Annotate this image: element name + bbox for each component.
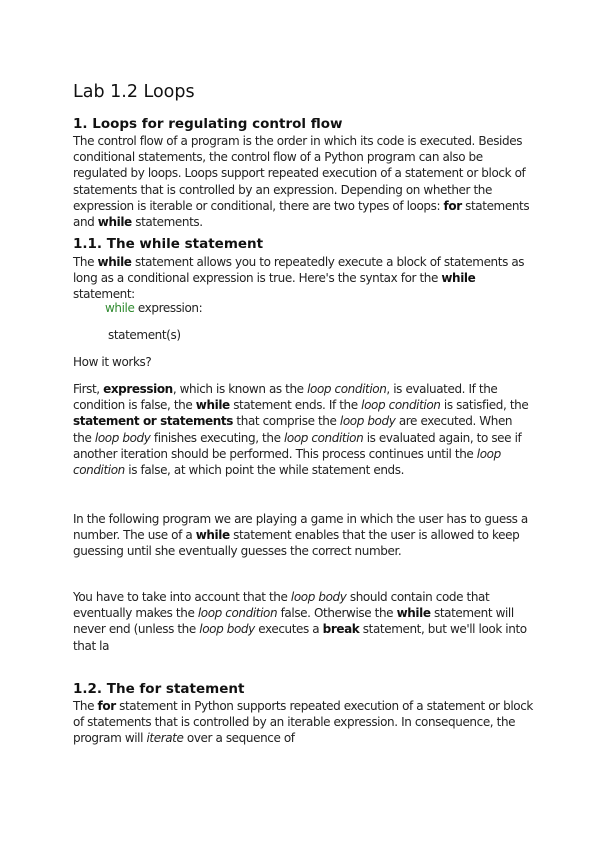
code-syntax-line1: while expression: [105, 301, 203, 315]
keyword-for: for [443, 198, 462, 213]
code-keyword-while: while [105, 301, 135, 315]
paragraph-how-it-works: How it works? [73, 355, 152, 369]
paragraph-guess-game: In the following program we are playing a game in which the user has to guess a number. The use of a while statement enables that the user is allowed to keep guessing until she eventually guesses the correct number. [73, 512, 528, 559]
page-title: Lab 1.2 Loops [73, 82, 195, 102]
code-syntax-line2: statement(s) [108, 328, 181, 342]
section-heading-loops: 1. Loops for regulating control flow [73, 116, 343, 132]
paragraph-while-explanation: First, expression, which is known as the loop condition, is evaluated. If the condition is false, the while statement ends. If the loop condition is satisfied, the statement or statements that comprise the loop body are executed. When the loop body finishes executing, the loop condition is evaluated again, to see if another iteration should be performed. This process continues until the loop condition is false, at which point the while statement ends. [73, 382, 529, 478]
paragraph-while-intro: The while statement allows you to repeatedly execute a block of statements as long as a conditional expression is true. Here's the syntax for the while statement: [73, 255, 525, 302]
paragraph-control-flow: The control flow of a program is the order in which its code is executed. Besides conditional statements, the control flow of a Python program can also be regulated by loops. Loops support repeated execution of a statement or block of statements that is controlled by an expression. Depending on whether the expression is iterable or conditional, there are two types of loops: for statements and while statements. [73, 134, 530, 230]
section-heading-for: 1.2. The for statement [73, 681, 245, 697]
section-heading-while: 1.1. The while statement [73, 236, 264, 252]
keyword-while: while [97, 215, 132, 230]
paragraph-for-intro: The for statement in Python supports repeated execution of a statement or block of statements that is controlled by an iterable expression. In consequence, the program will iterate over a sequence of [73, 699, 533, 746]
paragraph-loop-body-warning: You have to take into account that the loop body should contain code that eventually makes the loop condition false. Otherwise the while statement will never end (unless the loop body executes a break statement, but we'll look into that la [73, 590, 527, 653]
